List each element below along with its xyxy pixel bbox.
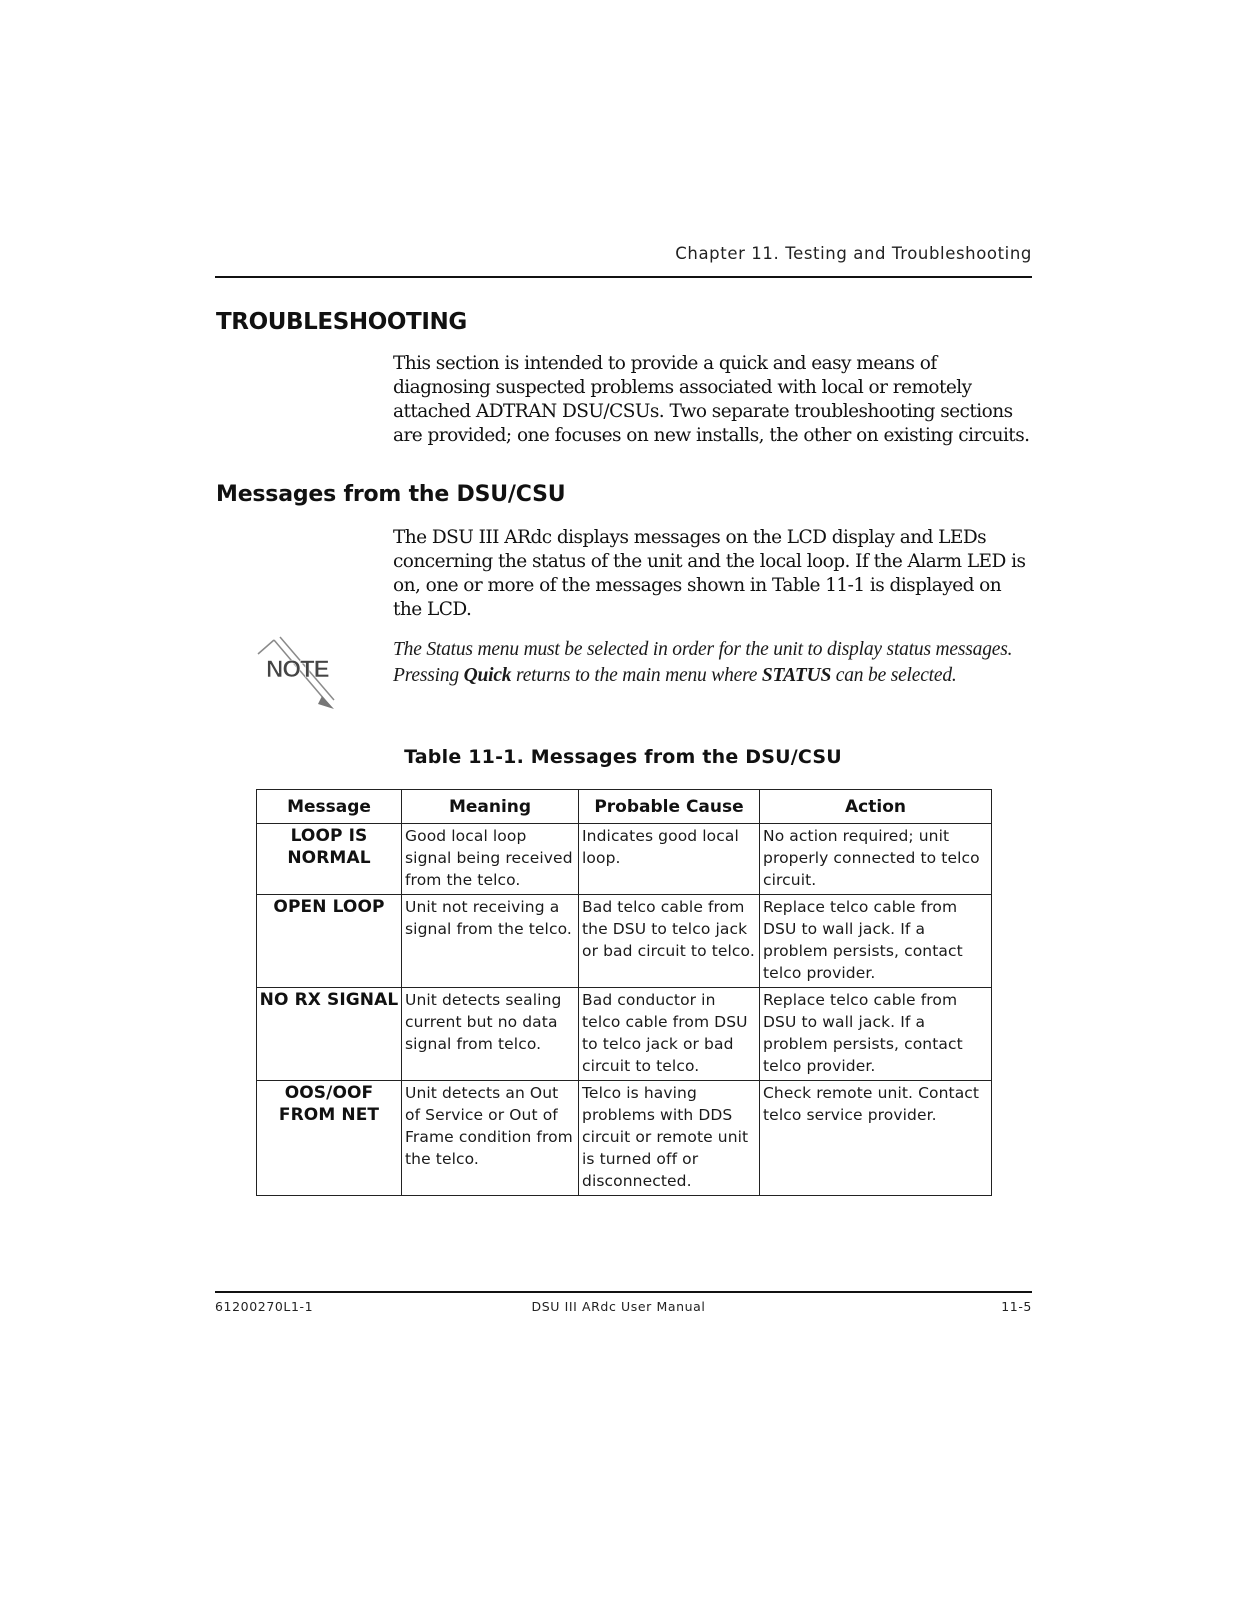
cause-cell: Bad conductor in telco cable from DSU to telco jack or bad circuit to telco. <box>579 988 760 1081</box>
footer-page-number: 11-5 <box>1001 1299 1032 1314</box>
action-cell: Replace telco cable from DSU to wall jack. If a problem persists, contact telco provider. <box>760 988 992 1081</box>
note-icon-label: NOTE <box>266 656 329 683</box>
column-header-action: Action <box>760 790 992 824</box>
message-cell: NO RX SIGNAL <box>257 988 402 1081</box>
subsection-paragraph: The DSU III ARdc displays messages on the LCD display and LEDs concerning the status of the unit and the local loop. If the Alarm LED is on, one or more of the messages shown in Table 11-1 is displayed on the LCD. <box>393 527 1026 620</box>
action-cell: Check remote unit. Contact telco service provider. <box>760 1081 992 1196</box>
meaning-cell: Unit detects an Out of Service or Out of Frame condition from the telco. <box>402 1081 579 1196</box>
action-cell: No action required; unit properly connected to telco circuit. <box>760 824 992 895</box>
message-cell: OOS/OOF FROM NET <box>257 1081 402 1196</box>
footer-manual-title: DSU III ARdc User Manual <box>531 1299 706 1314</box>
footer-part-number: 61200270L1-1 <box>215 1299 314 1314</box>
message-cell: LOOP IS NORMAL <box>257 824 402 895</box>
header-rule <box>215 276 1032 278</box>
cause-cell: Indicates good local loop. <box>579 824 760 895</box>
action-cell: Replace telco cable from DSU to wall jack. If a problem persists, contact telco provider. <box>760 895 992 988</box>
meaning-cell: Good local loop signal being received from the telco. <box>402 824 579 895</box>
subsection-title: Messages from the DSU/CSU <box>216 482 566 507</box>
meaning-cell: Unit not receiving a signal from the telco. <box>402 895 579 988</box>
cause-cell: Telco is having problems with DDS circuit or remote unit is turned off or disconnected. <box>579 1081 760 1196</box>
table-header-row <box>257 790 992 824</box>
footer-rule <box>215 1291 1032 1293</box>
table-row <box>257 824 992 895</box>
table-row <box>257 895 992 988</box>
section-paragraph: This section is intended to provide a quick and easy means of diagnosing suspected problems associated with local or remotely attached ADTRAN DSU/CSUs. Two separate troubleshooting sections are provided; one focuses on new installs, the other on existing circuits. <box>393 353 1030 446</box>
cause-cell: Bad telco cable from the DSU to telco jack or bad circuit to telco. <box>579 895 760 988</box>
column-header-message: Message <box>257 790 402 824</box>
running-head: Chapter 11. Testing and Troubleshooting <box>675 244 1032 263</box>
messages-table <box>256 789 992 1196</box>
section-title: TROUBLESHOOTING <box>216 309 467 335</box>
note-icon <box>252 634 338 714</box>
message-cell: OPEN LOOP <box>257 895 402 988</box>
column-header-meaning: Meaning <box>402 790 579 824</box>
meaning-cell: Unit detects sealing current but no data signal from telco. <box>402 988 579 1081</box>
table-caption: Table 11-1. Messages from the DSU/CSU <box>404 746 842 768</box>
table-row <box>257 1081 992 1196</box>
table-row <box>257 988 992 1081</box>
column-header-probable-cause: Probable Cause <box>579 790 760 824</box>
note-text: The Status menu must be selected in order for the unit to display status messages. Pressing Quick returns to the main menu where STATUS can be selected. <box>393 639 1013 686</box>
